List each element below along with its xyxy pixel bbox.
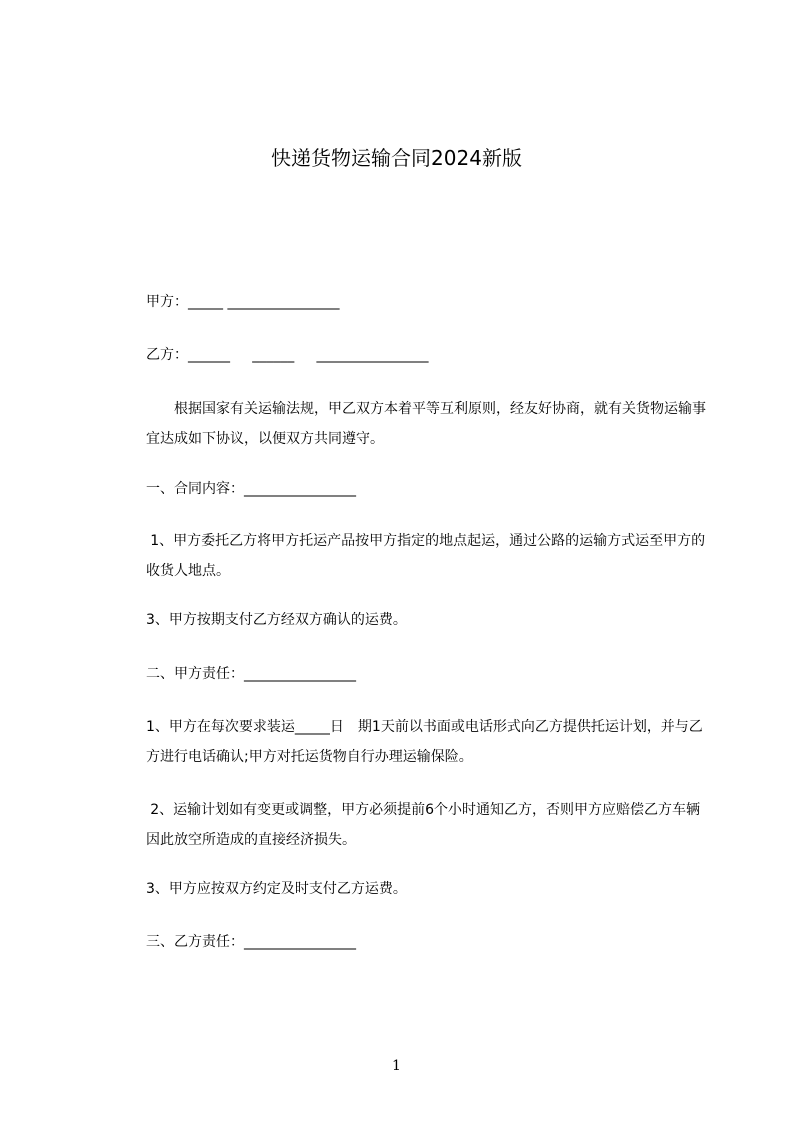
intro-paragraph: 根据国家有关运输法规，甲乙双方本着平等互利原则，经友好协商，就有关货物运输事宜达成如下协议，以便双方共同遵守。 — [146, 401, 706, 447]
section-2-item-2: 2、运输计划如有变更或调整，甲方必须提前6个小时通知乙方，否则甲方应赔偿乙方车辆因此放空所造成的直接经济损失。 — [146, 802, 700, 848]
section-2-heading: 二、甲方责任：________________ — [146, 666, 356, 682]
section-1-item-1: 1、甲方委托乙方将甲方托运产品按甲方指定的地点起运，通过公路的运输方式运至甲方的收货人地点。 — [146, 533, 706, 579]
section-2-item-1: 1、甲方在每次要求装运_____日 期1天前以书面或电话形式向乙方提供托运计划，并与乙方进行电话确认;甲方对托运货物自行办理运输保险。 — [146, 719, 703, 765]
party-b-line: 乙方：______ ______ ________________ — [146, 347, 429, 363]
document-title: 快递货物运输合同2024新版 — [271, 146, 522, 170]
section-1-item-3: 3、甲方按期支付乙方经双方确认的运费。 — [146, 612, 407, 628]
section-3-heading: 三、乙方责任：________________ — [146, 934, 356, 950]
page-number: 1 — [392, 1058, 401, 1074]
section-2-item-3: 3、甲方应按双方约定及时支付乙方运费。 — [146, 881, 407, 897]
party-a-line: 甲方：_____ ________________ — [146, 294, 340, 310]
section-1-heading: 一、合同内容：________________ — [146, 481, 356, 497]
